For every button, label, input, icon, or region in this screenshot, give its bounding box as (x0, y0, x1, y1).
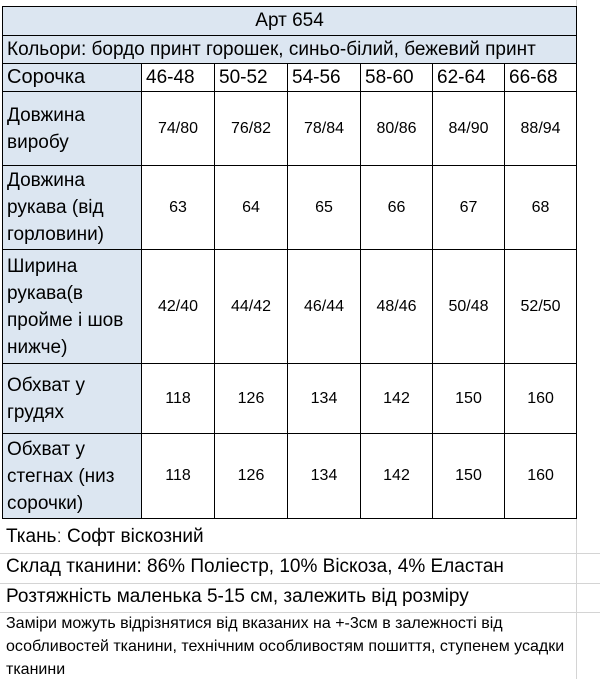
size-header-cell[interactable]: 54-56 (288, 64, 361, 92)
value-cell[interactable]: 67 (433, 166, 505, 250)
value-cell[interactable]: 52/50 (505, 250, 577, 364)
value-cell[interactable]: 78/84 (288, 92, 361, 166)
value-cell[interactable]: 74/80 (142, 92, 215, 166)
size-header-cell[interactable]: 66-68 (505, 64, 577, 92)
stretch-note[interactable]: Розтяжність маленька 5-15 см, залежить від розміру (6, 586, 469, 607)
value-cell[interactable]: 63 (142, 166, 215, 250)
value-cell[interactable]: 68 (505, 166, 577, 250)
value-cell[interactable]: 150 (433, 364, 505, 434)
header-label-cell[interactable]: Сорочка (3, 64, 142, 92)
row-label-cell[interactable]: Довжина рукава (від горловини) (3, 166, 142, 250)
gridline (0, 583, 600, 584)
value-cell[interactable]: 50/48 (433, 250, 505, 364)
table-row (3, 250, 577, 364)
value-cell[interactable]: 65 (288, 166, 361, 250)
colors-cell[interactable]: Кольори: бордо принт горошек, синьо-білий, бежевий принт (3, 36, 577, 64)
value-cell[interactable]: 48/46 (361, 250, 433, 364)
value-cell[interactable]: 142 (361, 364, 433, 434)
article-title[interactable]: Арт 654 (3, 7, 577, 36)
size-table (2, 6, 577, 519)
value-cell[interactable]: 150 (433, 434, 505, 519)
title-row (3, 7, 577, 36)
table-row (3, 92, 577, 166)
value-cell[interactable]: 118 (142, 434, 215, 519)
value-cell[interactable]: 160 (505, 434, 577, 519)
size-header-cell[interactable]: 58-60 (361, 64, 433, 92)
size-header-cell[interactable]: 62-64 (433, 64, 505, 92)
value-cell[interactable]: 46/44 (288, 250, 361, 364)
header-row (3, 64, 577, 92)
value-cell[interactable]: 88/94 (505, 92, 577, 166)
row-label-cell[interactable]: Довжина виробу (3, 92, 142, 166)
measurement-note[interactable]: Заміри можуть відрізнятися від вказаних на +-3см в залежності від особливостей тканини, технічним особливостям пошиття, ступенем усадки тканини (6, 615, 565, 678)
value-cell[interactable]: 64 (215, 166, 288, 250)
composition-note[interactable]: Склад тканини: 86% Поліестр, 10% Віскоза, 4% Еластан (6, 556, 504, 577)
value-cell[interactable]: 126 (215, 364, 288, 434)
value-cell[interactable]: 142 (361, 434, 433, 519)
fabric-note[interactable]: Тканьː Софт віскозний (6, 526, 204, 547)
table-row (3, 434, 577, 519)
value-cell[interactable]: 76/82 (215, 92, 288, 166)
value-cell[interactable]: 160 (505, 364, 577, 434)
row-label-cell[interactable]: Ширина рукава(в пройме і шов нижче) (3, 250, 142, 364)
value-cell[interactable]: 66 (361, 166, 433, 250)
size-header-cell[interactable]: 46-48 (142, 64, 215, 92)
size-header-cell[interactable]: 50-52 (215, 64, 288, 92)
table-row (3, 166, 577, 250)
value-cell[interactable]: 84/90 (433, 92, 505, 166)
row-label-cell[interactable]: Обхват у стегнах (низ сорочки) (3, 434, 142, 519)
gridline (0, 553, 600, 554)
table-row (3, 364, 577, 434)
value-cell[interactable]: 134 (288, 364, 361, 434)
value-cell[interactable]: 134 (288, 434, 361, 519)
colors-row (3, 36, 577, 64)
row-label-cell[interactable]: Обхват у грудях (3, 364, 142, 434)
value-cell[interactable]: 126 (215, 434, 288, 519)
value-cell[interactable]: 44/42 (215, 250, 288, 364)
value-cell[interactable]: 118 (142, 364, 215, 434)
value-cell[interactable]: 42/40 (142, 250, 215, 364)
value-cell[interactable]: 80/86 (361, 92, 433, 166)
